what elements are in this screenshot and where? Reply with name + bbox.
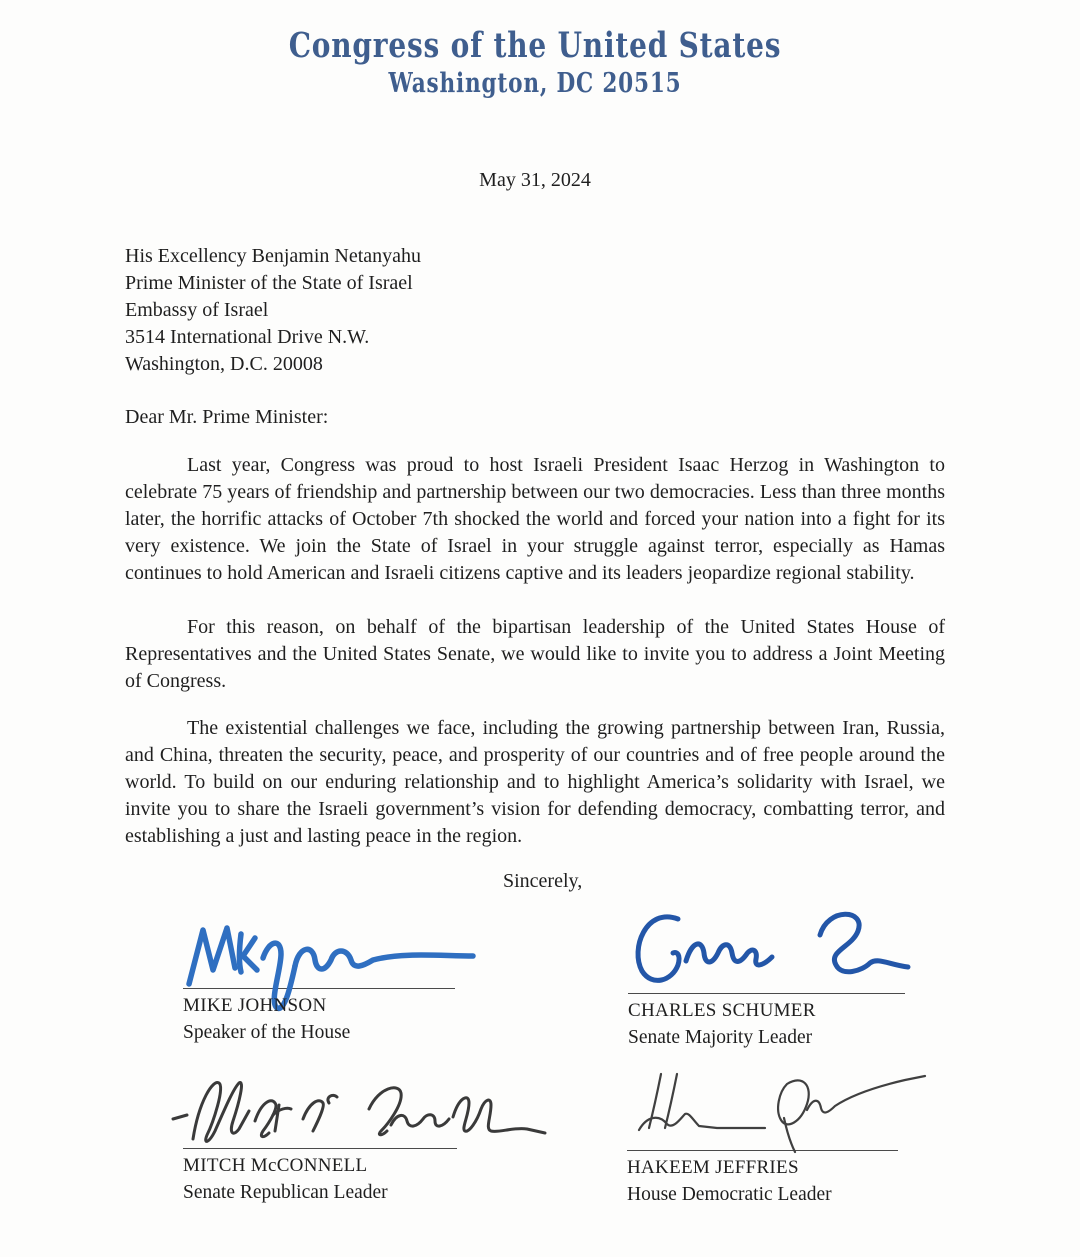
- signature-line: [183, 1148, 457, 1149]
- address-line: Washington, D.C. 20008: [125, 353, 323, 375]
- address-line: Embassy of Israel: [125, 299, 269, 321]
- signatory-name: MIKE JOHNSON: [183, 995, 327, 1016]
- mike-johnson-signature-image: [183, 922, 483, 988]
- paragraph-1: Last year, Congress was proud to host Israeli President Isaac Herzog in Washington to celebrate 75 years of friendship and partnership between our two democracies. Less than three months later, the horrific attacks of October 7th shocked the world and forced your nation into a fight for its very existence. We join the State of Israel in your struggle against terror, especially as Hamas continues to hold American and Israeli citizens captive and its leaders jeopardize regional stability.: [125, 454, 945, 584]
- signatory-name: CHARLES SCHUMER: [628, 1000, 816, 1021]
- letter-body: [125, 452, 945, 850]
- signatory-title: Speaker of the House: [183, 1022, 351, 1043]
- letterhead: [125, 0, 945, 100]
- letter-date: May 31, 2024: [479, 169, 591, 191]
- mitch-mcconnell-signature-image: [171, 1075, 546, 1148]
- address-line: His Excellency Benjamin Netanyahu: [125, 245, 422, 267]
- recipient-address: [125, 243, 945, 378]
- signature-line: [627, 1150, 898, 1151]
- address-line: 3514 International Drive N.W.: [125, 326, 370, 348]
- signatory-name: MITCH McCONNELL: [183, 1155, 368, 1176]
- signature-line: [628, 993, 905, 994]
- closing: Sincerely,: [503, 870, 583, 892]
- signature-block-mike-johnson: [183, 922, 455, 1046]
- signature-block-charles-schumer: [628, 905, 905, 1051]
- address-line: Prime Minister of the State of Israel: [125, 272, 413, 294]
- letterhead-subtitle: Washington, DC 20515: [388, 68, 682, 99]
- signature-block-mitch-mcconnell: [183, 1075, 457, 1206]
- charles-schumer-signature-image: [628, 905, 908, 993]
- signatory-title: House Democratic Leader: [627, 1184, 832, 1205]
- signature-line: [183, 988, 455, 989]
- signatory-title: Senate Republican Leader: [183, 1182, 388, 1203]
- letterhead-title: Congress of the United States: [288, 25, 782, 66]
- paragraph-3: The existential challenges we face, including the growing partnership between Iran, Russia, and China, threaten the security, peace, and prosperity of our countries and of free people around the world. To build on our enduring relationship and to highlight America’s solidarity with Israel, we invite you to share the Israeli government’s vision for defending democracy, combatting terror, and establishing a just and lasting peace in the region.: [125, 717, 945, 847]
- paragraph-2: For this reason, on behalf of the bipartisan leadership of the United States House of Representatives and the United States Senate, we would like to invite you to address a Joint Meeting of Congress.: [125, 616, 945, 692]
- signatory-name: HAKEEM JEFFRIES: [627, 1157, 799, 1178]
- salutation: Dear Mr. Prime Minister:: [125, 406, 329, 428]
- hakeem-jeffries-signature-image: [627, 1072, 927, 1150]
- signatory-title: Senate Majority Leader: [628, 1027, 813, 1048]
- signature-block-hakeem-jeffries: [627, 1072, 898, 1208]
